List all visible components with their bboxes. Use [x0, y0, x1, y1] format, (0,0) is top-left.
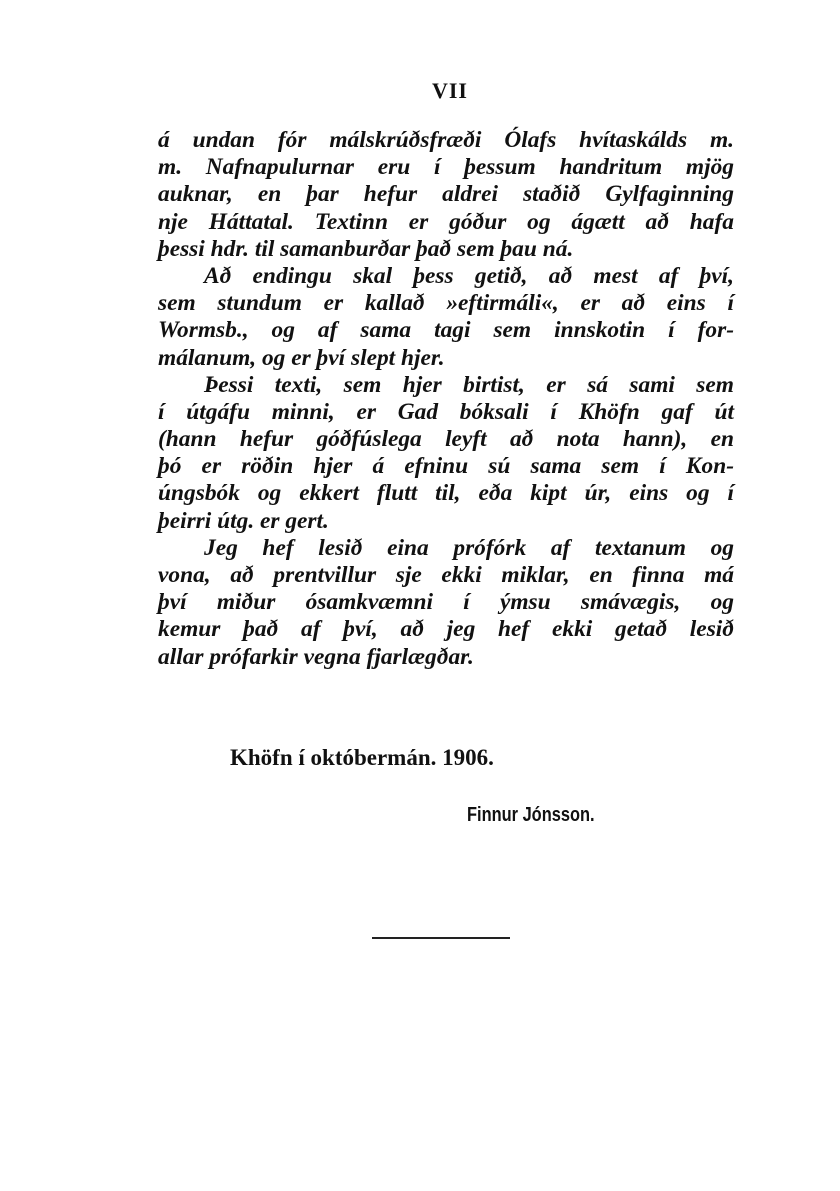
text-line: þessi hdr. til samanburðar það sem þau ná. — [158, 235, 574, 262]
text-line: Wormsb., og af sama tagi sem innskotin í for- — [158, 317, 734, 344]
text-line: (hann hefur góðfúslega leyft að nota hann), en — [158, 426, 734, 453]
text-line: þeirri útg. er gert. — [158, 507, 329, 534]
text-line: málanum, og er því slept hjer. — [158, 344, 445, 371]
signature: Finnur Jónsson. — [467, 804, 595, 826]
text-line: m. Nafnapulurnar eru í þessum handritum mjög — [158, 154, 734, 181]
dateline: Khöfn í októbermán. 1906. — [230, 745, 494, 770]
text-line: úngsbók og ekkert flutt til, eða kipt úr, eins og í — [158, 480, 734, 507]
text-line: Þessi texti, sem hjer birtist, er sá sami sem — [204, 371, 734, 398]
text-line: Að endingu skal þess getið, að mest af því, — [204, 262, 734, 289]
text-line: þó er röðin hjer á efninu sú sama sem í Kon- — [158, 453, 734, 480]
text-line: kemur það af því, að jeg hef ekki getað lesið — [158, 616, 734, 643]
text-line: auknar, en þar hefur aldrei staðið Gylfaginning — [158, 181, 734, 208]
text-line: í útgáfu minni, er Gad bóksali í Khöfn gaf út — [158, 398, 734, 425]
page-number: VII — [431, 78, 468, 103]
text-line: sem stundum er kallað »eftirmáli«, er að eins í — [158, 290, 734, 317]
text-line: Jeg hef lesið eina prófórk af textanum og — [204, 534, 734, 561]
divider-rule — [372, 937, 510, 939]
text-line: á undan fór málskrúðsfræði Ólafs hvítaskálds m. — [158, 127, 734, 153]
text-line: vona, að prentvillur sje ekki miklar, en finna má — [158, 562, 734, 588]
text-line: nje Háttatal. Textinn er góður og ágætt að hafa — [158, 208, 734, 235]
body-text — [158, 127, 734, 671]
text-line: allar prófarkir vegna fjarlægðar. — [158, 643, 474, 670]
text-line: því miður ósamkvæmni í ýmsu smávægis, og — [158, 589, 734, 616]
